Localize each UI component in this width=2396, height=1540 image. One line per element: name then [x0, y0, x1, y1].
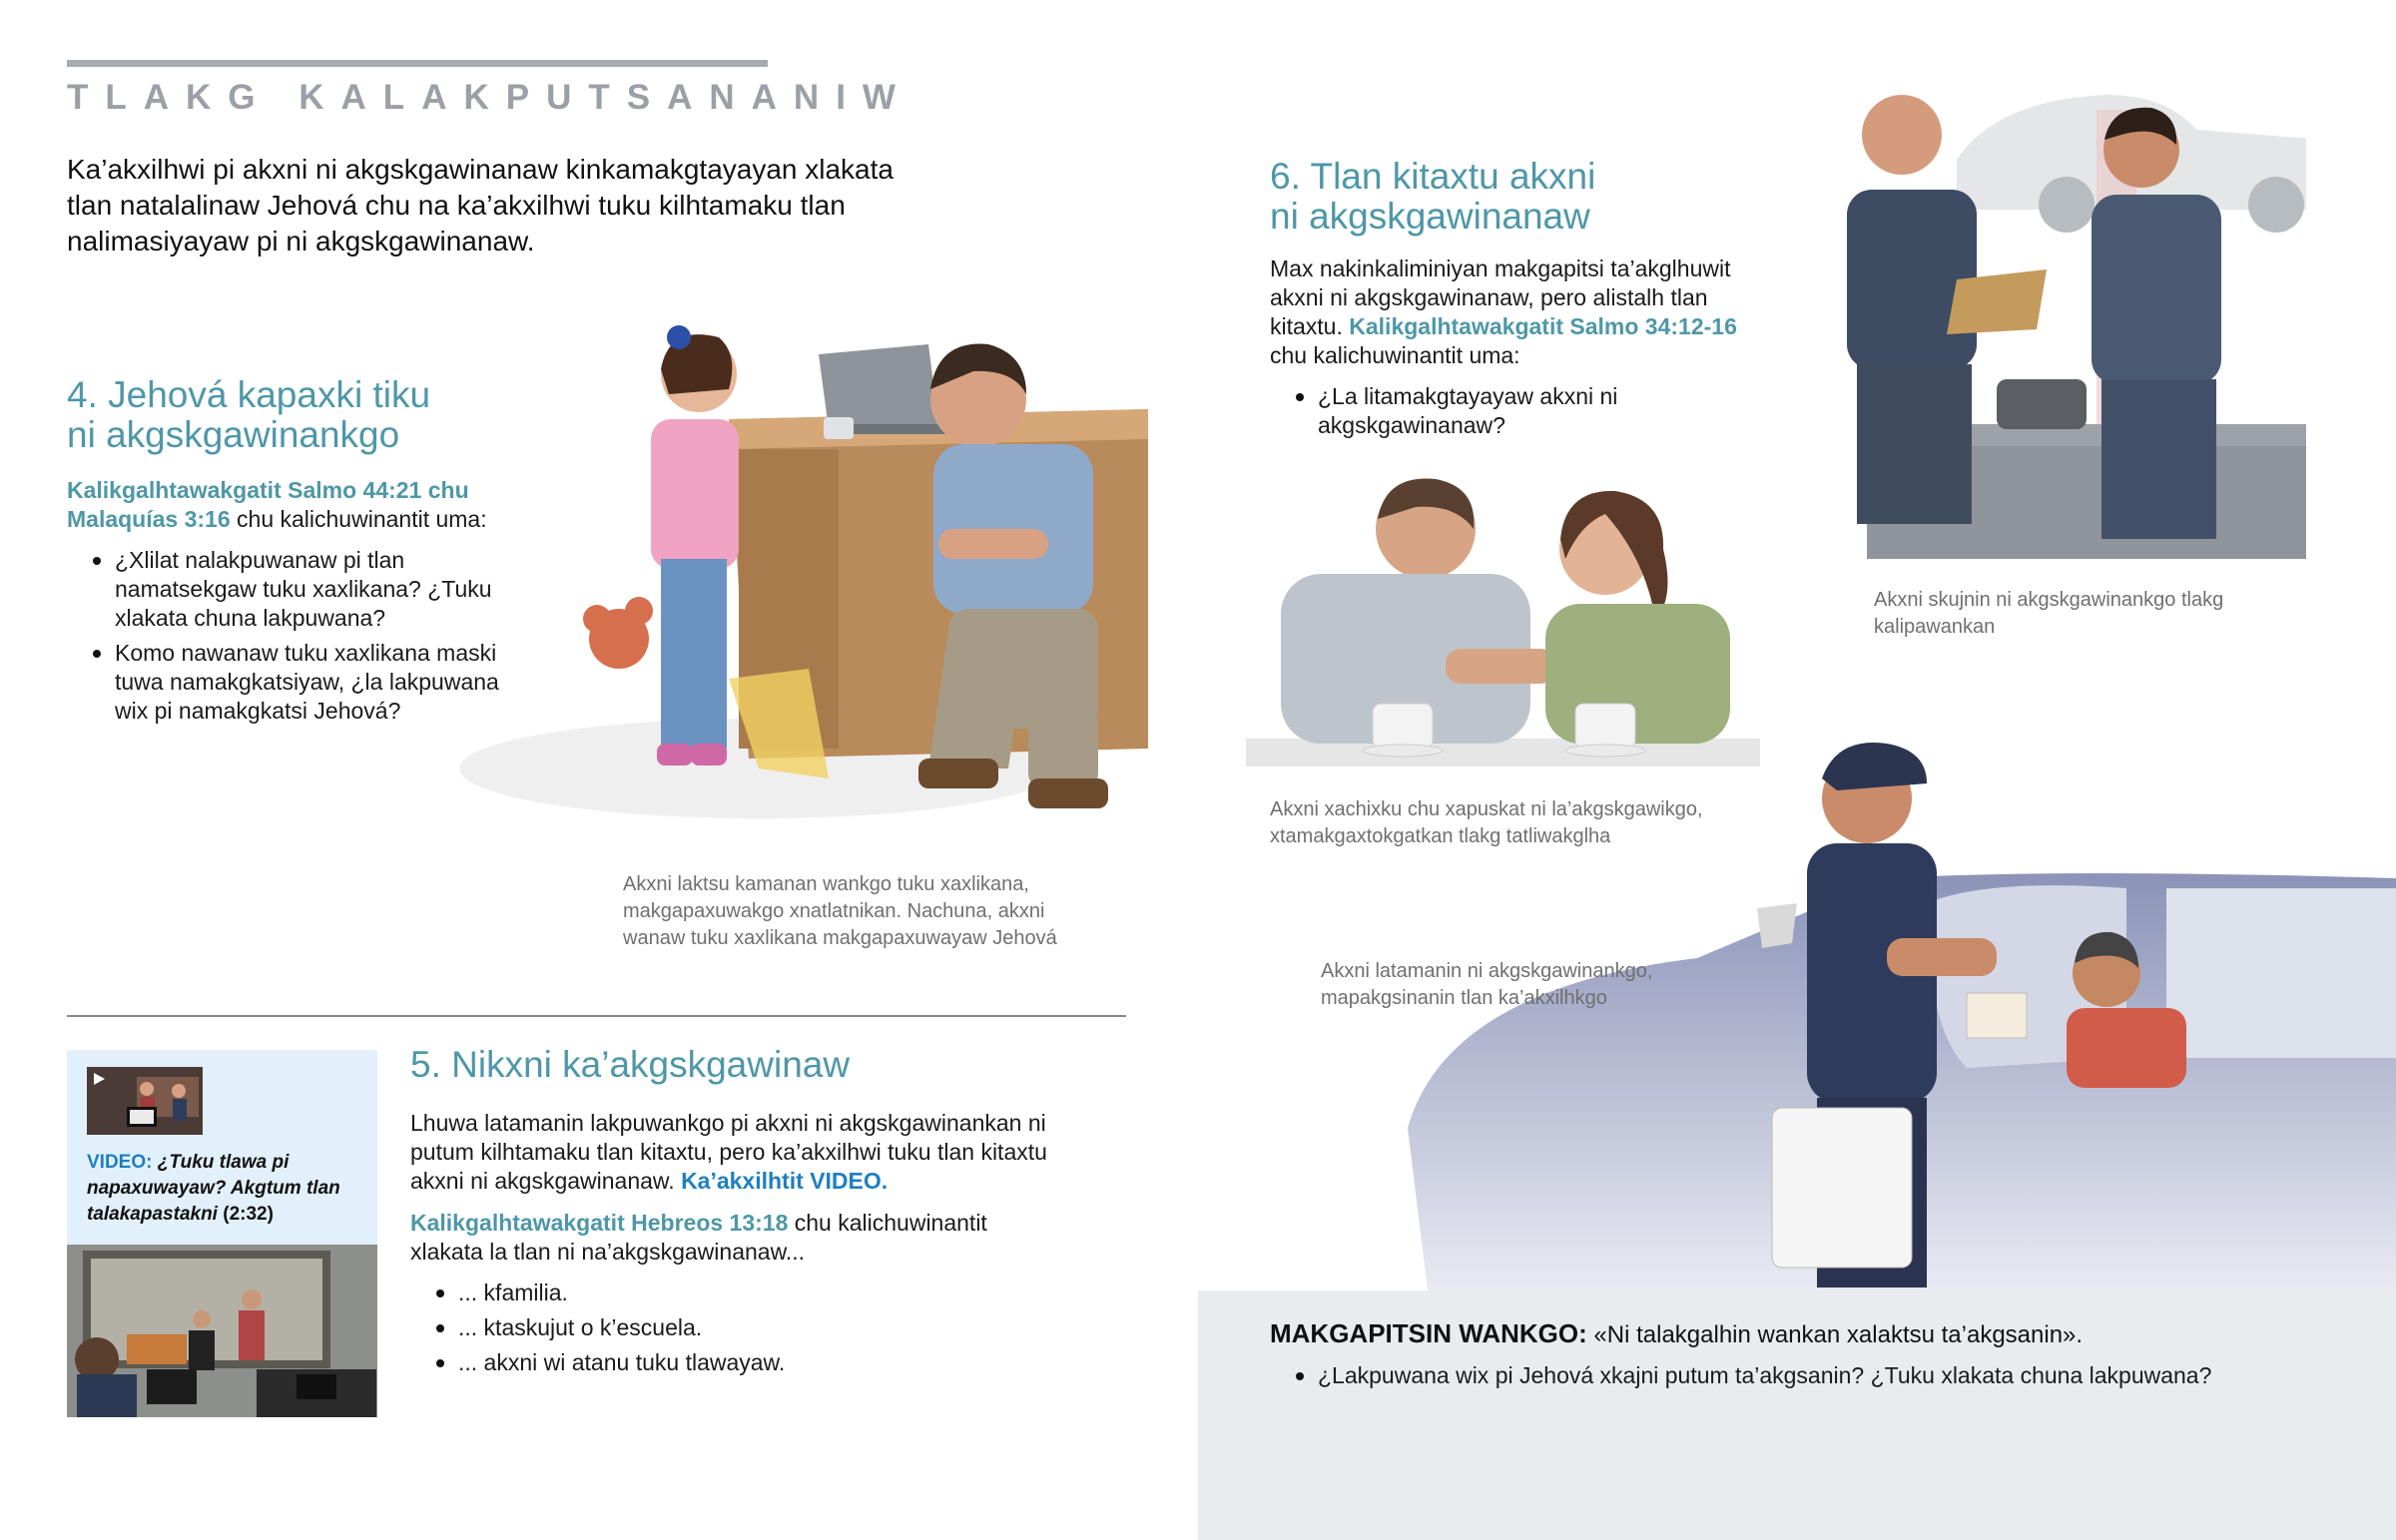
list-item: ... akxni wi atanu tuku tlawayaw.	[410, 1348, 1059, 1377]
video-description[interactable]	[87, 1150, 366, 1228]
video-title[interactable]: ¿Tuku tlawa pi napaxuwayaw? Akgtum tlan talakapastakni	[87, 1152, 340, 1225]
police-caption: Akxni latamanin ni akgskgawinankgo, mapakgsinanin tlan ka’akxilhkgo	[1321, 960, 1653, 1009]
mechanics-caption: Akxni skujnin ni akgskgawinankgo tlakg kalipawankan	[1874, 589, 2224, 638]
reading-prefix: Kalikgalhtawakgatit	[1349, 313, 1570, 339]
intro-paragraph: Ka’akxilhwi pi akxni ni akgskgawinanaw kinkamakgtayayan xlakata tlan natalalinaw Jehová chu na ka’akxilhwi tuku kilhtamaku tlan nalimasiyayaw pi ni akgskgawinanaw.	[67, 154, 894, 257]
some-people-say	[1270, 1318, 2368, 1350]
father-daughter-illustration	[429, 299, 1168, 858]
reading-suffix: chu kalichuwinantit uma:	[1270, 342, 1520, 368]
some-people-say-label: MAKGAPITSIN WANKGO:	[1270, 1318, 1587, 1348]
mechanics-illustration	[1807, 80, 2306, 579]
scripture-ref-malaquias[interactable]: Malaquías 3:16	[67, 506, 231, 532]
scripture-ref-hebreos[interactable]: Hebreos 13:18	[631, 1210, 789, 1236]
list-item: ... kfamilia.	[410, 1279, 1059, 1307]
video-duration: (2:32)	[223, 1204, 274, 1225]
couple-illustration	[1246, 469, 1765, 769]
section-6-title-line1: 6. Tlan kitaxtu akxni	[1270, 156, 1596, 197]
section-6-title-line2: ni akgskgawinanaw	[1270, 196, 1590, 237]
section-6-text: Max nakinkaliminiyan makgapitsi ta’akglhuwit akxni ni akgskgawinanaw, pero alistalh tlan kitaxtu.	[1270, 256, 1731, 339]
section-5-reading	[410, 1209, 1059, 1267]
couple-caption: Akxni xachixku chu xapuskat ni la’akgskgawikgo, xtamakgaxtokgatkan tlakg tatliwakglha	[1270, 798, 1703, 847]
section-4-title	[67, 375, 486, 455]
reading-prefix: Kalikgalhtawakgatit	[410, 1210, 632, 1236]
reading-prefix: Kalikgalhtawakgatit	[67, 477, 289, 503]
father-daughter-caption: Akxni laktsu kamanan wankgo tuku xaxlikana, makgapaxuwakgo xnatlatnikan. Nachuna, akxni wanaw tuku xaxlikana makgapaxuwayaw Jehová	[623, 873, 1057, 949]
section-6-title	[1270, 157, 1709, 237]
watch-video-link[interactable]: Ka’akxilhtit VIDEO.	[681, 1168, 889, 1194]
section-6-questions	[1270, 382, 1749, 446]
reading-suffix: chu kalichuwinantit xlakata la tlan ni na’akgskgawinanaw...	[410, 1210, 987, 1265]
play-icon[interactable]	[91, 1071, 107, 1087]
scripture-ref-salmo-44[interactable]: Salmo 44:21	[288, 477, 422, 503]
list-item: ... ktaskujut o k’escuela.	[410, 1313, 1059, 1342]
scripture-ref-salmo-34[interactable]: Salmo 34:12-16	[1569, 313, 1737, 339]
section-divider	[67, 1015, 1126, 1017]
section-6-paragraph	[1270, 255, 1749, 370]
section-4-title-line1: 4. Jehová kapaxki tiku	[67, 374, 431, 415]
section-5-list	[410, 1279, 1059, 1383]
video-thumbnail[interactable]	[87, 1067, 203, 1135]
list-item: ¿La litamakgtayayaw akxni ni akgskgawinanaw?	[1270, 382, 1749, 440]
list-item: ¿Lakpuwana wix pi Jehová xkajni putum ta’akgsanin? ¿Tuku xlakata chuna lakpuwana?	[1270, 1361, 2368, 1390]
section-5-title: 5. Nikxni ka’akgskgawinaw	[410, 1044, 851, 1085]
list-item: Komo nawanaw tuku xaxlikana maski tuwa namakgkatsiyaw, ¿la lakpuwana wix pi namakgkatsi Jehová?	[67, 639, 506, 726]
section-5-paragraph	[410, 1109, 1059, 1196]
reading-suffix: chu kalichuwinantit uma:	[230, 506, 487, 532]
header-rule	[67, 60, 768, 67]
section-4-title-line2: ni akgskgawinankgo	[67, 414, 400, 455]
some-people-say-quote: «Ni talakgalhin wankan xalaktsu ta’akgsanin».	[1586, 1321, 2084, 1348]
office-scene-art	[67, 1245, 377, 1417]
video-label: VIDEO:	[87, 1152, 153, 1173]
section-kicker: TLAKG KALAKPUTSANANIW	[67, 78, 912, 117]
ref-joiner: chu	[421, 477, 469, 503]
section-5-text: Lhuwa latamanin lakpuwankgo pi akxni ni akgskgawinankan ni putum kilhtamaku tlan kitaxtu, pero ka’akxilhwi tuku tlan kitaxtu akxni ni akgskgawinanaw.	[410, 1110, 1047, 1194]
some-people-say-questions	[1270, 1361, 2368, 1396]
video-still-image[interactable]	[67, 1245, 377, 1417]
list-item: ¿Xlilat nalakpuwanaw pi tlan namatsekgaw tuku xaxlikana? ¿Tuku xlakata chuna lakpuwana?	[67, 546, 506, 633]
